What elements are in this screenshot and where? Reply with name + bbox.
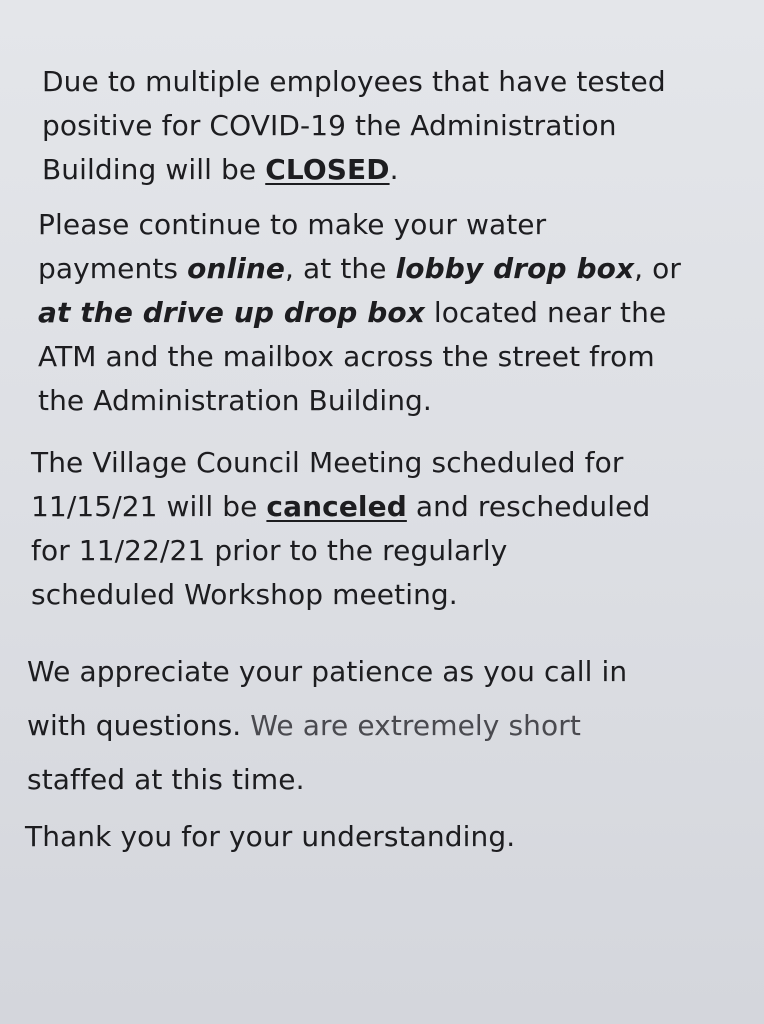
text-line: ATM and the mailbox across the street from — [38, 340, 655, 373]
payments-paragraph — [38, 203, 681, 423]
text-run: We are extremely short — [250, 709, 581, 742]
text-run: payments — [38, 252, 188, 285]
text-line: We appreciate your patience as you call in — [27, 655, 628, 688]
text-run: and rescheduled — [406, 490, 651, 523]
text-line: for 11/22/21 prior to the regularly — [31, 534, 508, 567]
text-line: positive for COVID-19 the Administration — [42, 109, 617, 142]
text-run: Building will be — [42, 153, 266, 186]
text-line: the Administration Building. — [38, 384, 432, 417]
text-line: Due to multiple employees that have tested — [42, 65, 666, 98]
text-run: , or — [634, 252, 681, 285]
drive-up-drop-box-emphasis: at the drive up drop box — [38, 296, 425, 329]
patience-paragraph — [27, 645, 627, 807]
text-run: 11/15/21 will be — [31, 490, 267, 523]
council-meeting-paragraph — [31, 441, 650, 617]
text-line: The Village Council Meeting scheduled for — [31, 446, 624, 479]
text-line: Thank you for your understanding. — [25, 820, 516, 853]
text-run: . — [389, 153, 399, 186]
closed-emphasis: CLOSED — [265, 153, 390, 186]
lobby-drop-box-emphasis: lobby drop box — [395, 252, 635, 285]
text-run: with questions. — [27, 709, 251, 742]
text-line — [31, 485, 650, 529]
closure-paragraph — [42, 60, 666, 192]
text-line: Please continue to make your water — [38, 208, 547, 241]
text-line — [42, 148, 666, 192]
text-line — [38, 247, 681, 291]
text-line — [38, 291, 681, 335]
text-run: , at the — [285, 252, 396, 285]
text-line: staffed at this time. — [27, 763, 305, 796]
text-run: located near the — [424, 296, 667, 329]
text-line — [27, 699, 627, 753]
canceled-emphasis: canceled — [266, 490, 407, 523]
online-emphasis: online — [187, 252, 286, 285]
thank-you-paragraph — [25, 815, 515, 859]
text-line: scheduled Workshop meeting. — [31, 578, 458, 611]
